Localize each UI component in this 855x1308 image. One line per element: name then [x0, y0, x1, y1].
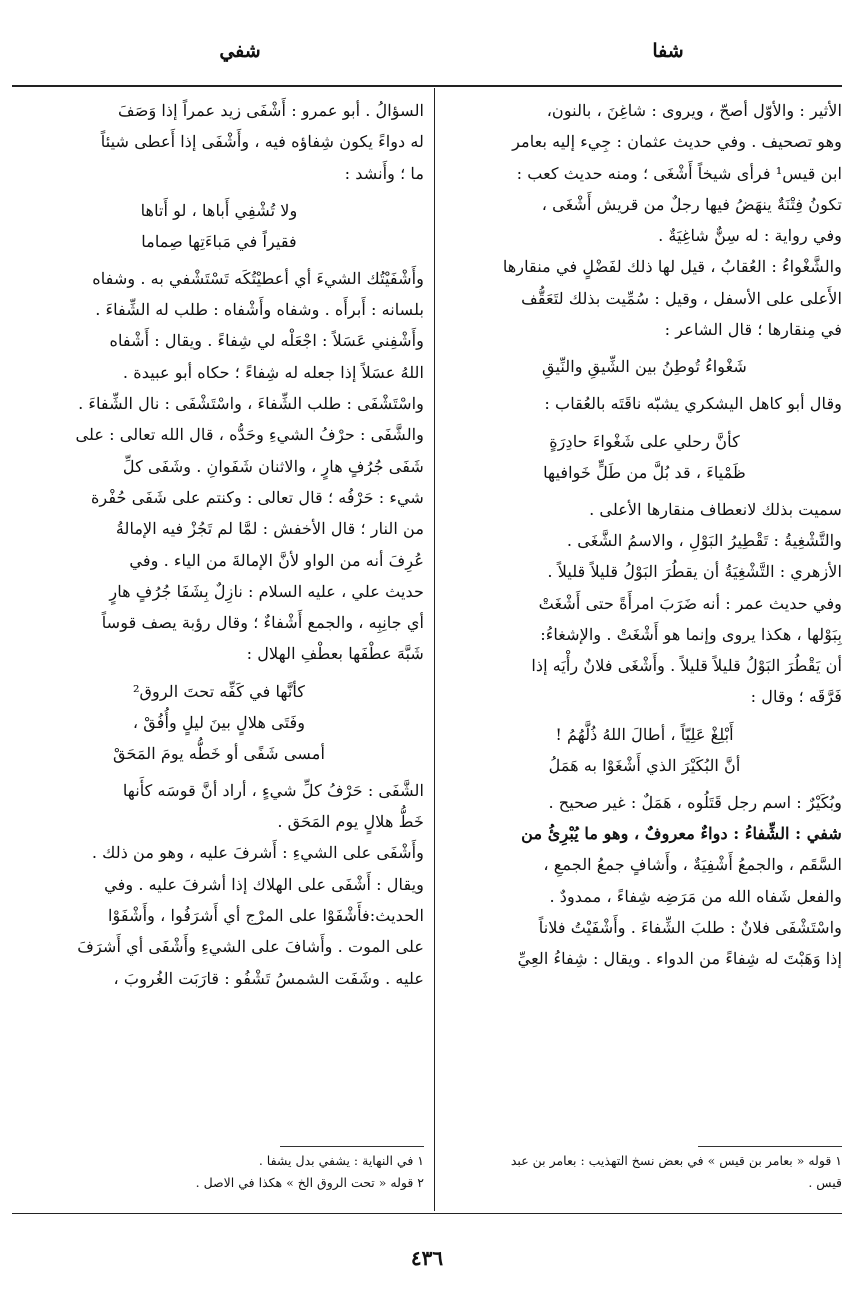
text-line: الحديث:فأَشْفَوْا على المرْج أي أَشرَفُوا ، وأَشْفَوْا — [108, 905, 424, 925]
footnote-separator-left — [280, 1146, 424, 1147]
text-line: أي جانِبِه ، والجمع أَشْفاءٌ ؛ وقال رؤبة يصف قوساً — [101, 613, 424, 633]
footnotes-right — [447, 1150, 842, 1194]
verse-line: أنَّ البُكَيْرَ الذي أَشْغَوْا به هَمَلُ — [548, 755, 741, 775]
right-column — [447, 95, 842, 975]
text-line: بلسانه : أَبرأَه . وشفاه وأَشْفاه : طلب له الشِّفاءَ . — [95, 300, 424, 320]
text-line: السؤالُ . أبو عمرو : أَشْفَى زيد عمراً إذا وَصَفَ — [117, 101, 424, 120]
footnote: ١ في النهاية : يشفي بدل يشفا . — [258, 1153, 424, 1168]
text-line: أن يَقْطُرَ البَوْلُ قليلاً قليلاً . وأَشْغَى فلانٌ رأْيَه إذا — [531, 656, 842, 676]
text-line: اللهُ عسَلاً إذا جعله له شِفاءً ؛ حكاه أبو عبيدة . — [122, 362, 424, 382]
verse-line: ظَمْياءَ ، قد بُلَّ من طَلٍّ خَوافيها — [543, 462, 746, 482]
text-line: واسْتَشْفَى فلانٌ : طلبَ الشِّفاءَ . وأَشْفَيْتُ فلاناً — [538, 917, 842, 937]
text-line: الأزهري : التَّشْغِيَةُ أن يقطُرَ البَوْلُ قليلاً قليلاً . — [547, 562, 842, 582]
text-line: بِبَوْلها ، هكذا يروى وإنما هو أَشْغَتْ . والإشغاءُ: — [540, 624, 842, 644]
verse-line: كأنَّ رحلي على شَغْواءَ حادِرَةٍ — [549, 431, 740, 451]
header-rule — [12, 85, 842, 87]
footnote: ١ قوله « بعامر بن قيس » في بعض نسخ التهذيب : بعامر بن عبد — [510, 1153, 842, 1168]
entry-headword-line: شفي : الشِّفاءُ : دواءٌ معروفٌ ، وهو ما يُبْرِئُ من — [521, 824, 842, 844]
verse-line: شَغْواءُ تُوطِنُ بين الشِّيقِ والنِّيقِ — [542, 357, 747, 377]
text-line: وأَشْفَى على الشيءِ : أَشرفَ عليه ، وهو من ذلك . — [91, 843, 424, 863]
left-column — [14, 95, 424, 994]
text-line: شَبَّهَ عطْفَها بعطْفِ الهلال : — [246, 644, 424, 664]
footnotes-left — [14, 1150, 424, 1194]
verse — [447, 351, 842, 382]
footnote: ٢ قوله « تحت الروق الخ » هكذا في الاصل . — [195, 1175, 424, 1190]
text-line: سميت بذلك لانعطاف منقارها الأعلى . — [589, 499, 842, 519]
footnote: قيس . — [808, 1175, 842, 1190]
running-head-left: شفي — [219, 40, 261, 62]
verse-line: فقيراً في مَباءَتِها صِماما — [141, 231, 297, 251]
text-line: له دواءً يكون شِفاؤه فيه ، وأَشْفَى إذا أَعطى شيئاً — [100, 132, 424, 152]
text-line: وقال أبو كاهل اليشكري يشبّه ناقَتَه بالعُقاب : — [544, 394, 842, 414]
text-line: خَطُّ هلالٍ يوم المَحَق . — [277, 812, 424, 832]
column-divider — [434, 88, 435, 1211]
text-line: والتَّشْغِيةُ : تَقْطِيرُ البَوْلِ ، والاسمُ الشَّغَى . — [566, 530, 842, 550]
text-line: عليه . وشَفَت الشمسُ تَشْفُو : قارَبَت الغُروبَ ، — [113, 968, 424, 988]
text-line: الأَعلى على الأسفل ، وقيل : سُمِّيت بذلك لتَعَقُّف — [521, 288, 842, 308]
text-line: الشَّفَى : حَرْفُ كلِّ شيءٍ ، أراد أنَّ قوسَه كأَنها — [122, 780, 424, 800]
page-number: ٤٣٦ — [410, 1246, 444, 1270]
verse — [14, 676, 424, 769]
verse — [447, 719, 842, 781]
text-line: وهو تصحيف . وفي حديث عثمان : جِيء إليه بعامر — [512, 132, 842, 152]
text-line: ابن قيس¹ فرأى شيخاً أَشْغَى ؛ ومنه حديث كعب : — [516, 163, 842, 183]
verse — [447, 426, 842, 488]
text-line: تكونُ فِتْنَةٌ ينهَضُ فيها رجلٌ من قريش أَشْغَى ، — [541, 194, 842, 214]
verse — [14, 195, 424, 257]
verse-line: أمسى شَفًى أو خَطُّه يومَ المَحَقْ — [113, 743, 325, 763]
text-line: وأَشْفَيْتُك الشيءَ أي أعطيْتُكَه تَسْتَشْفي به . وشفاه — [92, 268, 424, 288]
text-line: فَرَّقَه ؛ وقال : — [750, 687, 842, 707]
footer-rule — [12, 1213, 842, 1214]
text-line: واسْتَشْفَى : طلب الشِّفاءَ ، واسْتَشْفَى : نال الشِّفاءَ . — [78, 394, 424, 414]
text-line: وفي رواية : له سِنٌّ شاغِيَةٌ . — [658, 226, 842, 246]
text-line: ويقال : أَشْفَى على الهلاك إذا أشرفَ عليه . وفي — [104, 874, 424, 894]
text-line: في مِنقارها ؛ قال الشاعر : — [664, 320, 842, 340]
text-line: على الموت . وأَشافَ على الشيءِ وأَشْفَى أي أَشرَفَ — [77, 937, 424, 957]
text-line: الأثير : والأوّل أصحّ ، ويروى : شاغِنَ ، بالنون، — [546, 101, 842, 120]
text-line: وفي حديث عمر : أنه ضَرَبَ امرأَةً حتى أَشْغَتْ — [538, 593, 842, 613]
text-line: وبُكَيْرٌ : اسم رجل قَتَلُوه ، هَمَلٌ : غير صحيح . — [548, 792, 842, 812]
text-line: السَّقَم ، والجمعُ أَشْفِيَةٌ ، وأَشافٍ جمعُ الجمعِ ، — [543, 855, 842, 875]
text-line: والشَّفَى : حرْفُ الشيءِ وحَدُّه ، قال الله تعالى : على — [75, 425, 424, 445]
footnote-separator-right — [698, 1146, 842, 1147]
verse-line: أَبْلِغْ عَلِيّاً ، أطالَ اللهُ ذُلَّهُمُ ! — [555, 724, 734, 744]
text-line: حديث علي ، عليه السلام : نازِلٌ بِشَفَا جُرُفٍ هارٍ — [109, 581, 424, 601]
running-head-right: شفا — [652, 40, 684, 62]
text-line: عُرِفَ أنه من الواو لأنَّ الإمالةَ من الياء . وفي — [129, 550, 424, 570]
text-line: من النار ؛ قال الأخفش : لمَّا لم تَجُزْ فيه الإمالةُ — [115, 519, 424, 539]
verse-line: كأنَّها في كَفِّه تحتَ الروق² — [132, 681, 305, 701]
verse-line: وفَتَى هلالٍ بينَ ليلٍ وأُفُقْ ، — [132, 712, 306, 732]
text-line: إذا وَهَبْتَ له شِفاءً من الدواء . ويقال : شِفاءُ العِيِّ — [517, 949, 842, 969]
verse-line: ولا تُشْفِي أَباها ، لو أَتاها — [140, 200, 298, 220]
text-line: والشَّغْواءُ : العُقابُ ، قيل لها ذلك لفَضْلٍ في منقارها — [502, 257, 842, 277]
text-line: شيء : حَرْفُه ؛ قال تعالى : وكنتم على شَفَى حُفْرة — [90, 487, 424, 507]
text-line: والفعل شَفاه الله من مَرَضِه شِفاءً ، ممدودٌ . — [549, 886, 842, 906]
text-line: ما ؛ وأَنشد : — [344, 163, 424, 183]
text-line: وأَشْفِني عَسَلاً : اجْعَلْه لي شِفاءً . ويقال : أَشْفاه — [109, 331, 424, 351]
text-line: شَفَى جُرُفٍ هارٍ ، والاثنان شَفَوانِ . وشَفَى كلِّ — [122, 456, 424, 476]
